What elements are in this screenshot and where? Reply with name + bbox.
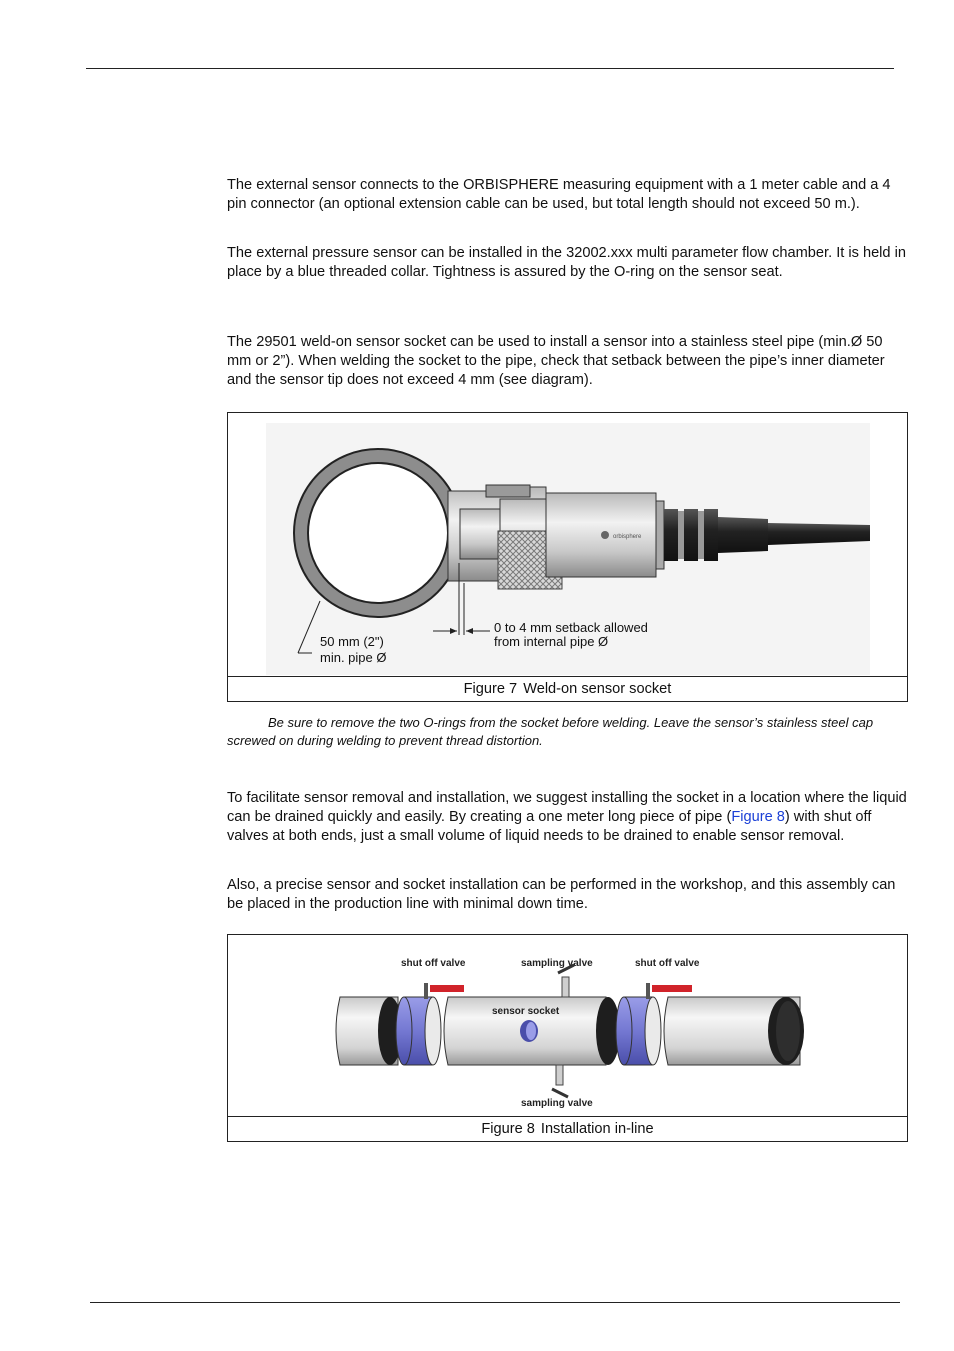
footer-rule — [90, 1302, 900, 1303]
figure-7 — [227, 412, 908, 702]
sampling-valve-top-label: sampling valve — [521, 958, 593, 969]
inline-installation-diagram — [228, 935, 907, 1117]
welding-note: Be sure to remove the two O-rings from the socket before welding. Leave the sensor’s stainless steel cap screwed on during welding to prevent thread distortion. — [227, 715, 874, 748]
weld-on-socket-diagram — [228, 413, 907, 677]
paragraph-socket-location-start: To facilitate sensor removal and installation, we suggest installing the socket in a location where the liquid can be drained quickly and easily. By creating a one meter long piece of pipe ( — [227, 790, 907, 825]
figure-7-number: Figure 7 — [463, 681, 518, 697]
setback-label-line1: 0 to 4 mm setback allowed — [494, 620, 648, 635]
figure-8-number: Figure 8 — [481, 1121, 535, 1137]
paragraph-weld-on-socket: The 29501 weld-on sensor socket can be used to install a sensor into a stainless steel pipe (min.Ø 50 mm or 2”). When welding the socket to the pipe, check that setback between the pipe’s inner diameter and the sensor tip does not exceed 4 mm (see diagram). — [227, 334, 885, 388]
paragraph-socket-location-end: ) with shut off valves at both ends, just a small volume of liquid needs to be drained to enable sensor removal. — [227, 809, 872, 844]
figure-8-caption — [228, 1116, 907, 1141]
header-rule — [86, 68, 894, 69]
paragraph-sensor-connection: The external sensor connects to the ORBISPHERE measuring equipment with a 1 meter cable and a 4 pin connector (an optional extension cable can be used, but total length should not exceed 50 m.). — [227, 177, 891, 212]
figure-7-title: Weld-on sensor socket — [523, 681, 672, 697]
paragraph-socket-location — [227, 789, 909, 846]
figure-8 — [227, 934, 908, 1142]
setback-label-line2: from internal pipe Ø — [494, 634, 609, 649]
figure-8-link[interactable]: Figure 8 — [731, 809, 785, 825]
pipe-size-label-line2: min. pipe Ø — [320, 650, 387, 665]
brand-label: orbisphere — [613, 534, 642, 540]
paragraph-workshop-installation: Also, a precise sensor and socket installation can be performed in the workshop, and this assembly can be placed in the production line with minimal down time. — [227, 877, 896, 912]
shut-off-valve-right-label: shut off valve — [635, 958, 700, 969]
paragraph-flow-chamber: The external pressure sensor can be installed in the 32002.xxx multi parameter flow chamber. It is held in place by a blue threaded collar. Tightness is assured by the O-ring on the sensor seat. — [227, 245, 906, 280]
shut-off-valve-left-label: shut off valve — [401, 958, 466, 969]
sampling-valve-bottom-label: sampling valve — [521, 1098, 593, 1109]
figure-7-caption — [228, 676, 907, 701]
figure-8-title: Installation in-line — [540, 1121, 654, 1137]
sensor-socket-label: sensor socket — [492, 1006, 560, 1017]
pipe-size-label-line1: 50 mm (2") — [320, 634, 384, 649]
